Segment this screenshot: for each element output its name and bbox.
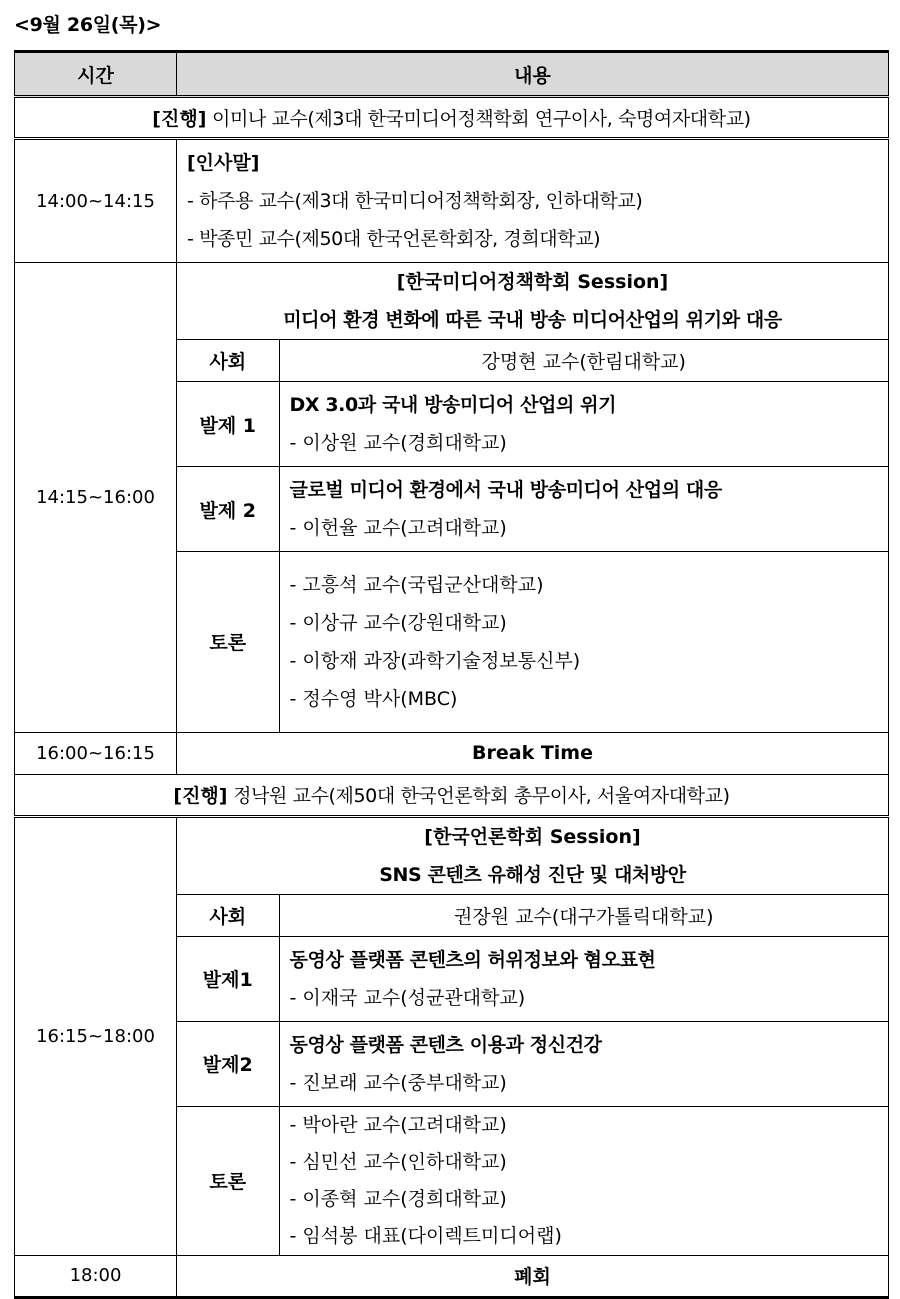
break-label: Break Time [177,732,889,774]
greeting-title: [인사말] [187,152,260,174]
session-1-discussants [279,552,888,732]
break-row [15,732,889,774]
greeting-row [15,139,889,263]
session-2-discussants [279,1106,888,1255]
session-1-subtitle: 미디어 환경 변화에 따른 국내 방송 미디어산업의 위기와 대응 [283,309,782,331]
session-1-presentation-2 [279,467,888,552]
session-2-presentation-1 [279,936,888,1021]
session-2-discussant: - 박아란 교수(고려대학교) [289,1113,507,1136]
session-2-p1-title: 동영상 플랫폼 콘텐츠의 허위정보와 혐오표현 [289,948,656,971]
greeting-line-1: - 하주용 교수(제3대 한국미디어정책학회장, 인하대학교) [187,190,643,212]
session-1-p2-title: 글로벌 미디어 환경에서 국내 방송미디어 산업의 대응 [289,479,722,501]
host-2-label: [진행] [173,785,228,807]
header-content: 내용 [177,52,889,97]
session-2-discussant: - 심민선 교수(인하대학교) [289,1150,507,1173]
session-2-presentation-2-label: 발제2 [177,1021,279,1106]
host-1-label: [진행] [152,108,207,130]
host-row-2 [15,774,889,816]
closing-row [15,1255,889,1297]
session-1-table [177,263,888,732]
session-2-time: 16:15~18:00 [15,816,177,1255]
date-title: <9월 26일(목)> [14,14,162,36]
session-2-subtitle: SNS 콘텐츠 유해성 진단 및 대처방안 [379,863,686,886]
session-1-moderator-label: 사회 [177,340,279,382]
table-header-row [15,52,889,97]
session-1-heading [177,263,888,340]
header-time: 시간 [15,52,177,97]
session-1-p1-presenter: - 이상원 교수(경희대학교) [289,432,507,454]
session-2-presentation-2 [279,1021,888,1106]
session-1-discussion-label: 토론 [177,552,279,732]
session-2-presentation-1-label: 발제1 [177,936,279,1021]
schedule-table [14,50,889,1299]
closing-label: 폐회 [177,1255,889,1297]
session-2-moderator-label: 사회 [177,894,279,936]
session-1-discussant: - 이상규 교수(강원대학교) [289,611,507,634]
session-1-row [15,263,889,733]
session-1-p1-title: DX 3.0과 국내 방송미디어 산업의 위기 [289,394,617,416]
host-2 [15,774,889,816]
break-time: 16:00~16:15 [15,732,177,774]
session-2-table [177,818,888,1255]
session-1-content [177,263,889,733]
session-1-discussant: - 정수영 박사(MBC) [289,687,458,710]
session-2-discussion-label: 토론 [177,1106,279,1255]
session-2-p1-presenter: - 이재국 교수(성균관대학교) [289,986,526,1009]
host-1-text: 이미나 교수(제3대 한국미디어정책학회 연구이사, 숙명여자대학교) [206,108,751,130]
session-2-heading [177,818,888,895]
session-1-presentation-1 [279,382,888,467]
session-1-time: 14:15~16:00 [15,263,177,733]
host-1 [15,97,889,139]
session-1-discussant: - 고흥석 교수(국립군산대학교) [289,573,544,596]
host-row-1 [15,97,889,139]
session-2-p2-title: 동영상 플랫폼 콘텐츠 이용과 정신건강 [289,1033,602,1056]
session-2-discussant: - 이종혁 교수(경희대학교) [289,1187,507,1210]
session-2-discussant: - 임석봉 대표(다이렉트미디어랩) [289,1224,562,1247]
greeting-content [177,139,889,263]
host-2-text: 정낙원 교수(제50대 한국언론학회 총무이사, 서울여자대학교) [227,785,730,807]
session-1-presentation-1-label: 발제 1 [177,382,279,467]
session-2-row [15,816,889,1255]
session-2-content [177,816,889,1255]
session-2-p2-presenter: - 진보래 교수(중부대학교) [289,1071,507,1094]
session-1-title: [한국미디어정책학회 Session] [396,271,669,293]
session-1-moderator: 강명현 교수(한림대학교) [279,340,888,382]
session-1-presentation-2-label: 발제 2 [177,467,279,552]
session-1-p2-presenter: - 이헌율 교수(고려대학교) [289,517,507,539]
session-2-moderator: 권장원 교수(대구가톨릭대학교) [279,894,888,936]
session-2-title: [한국언론학회 Session] [424,825,641,848]
greeting-time: 14:00~14:15 [15,139,177,263]
closing-time: 18:00 [15,1255,177,1297]
session-1-discussant: - 이항재 과장(과학기술정보통신부) [289,649,581,672]
greeting-line-2: - 박종민 교수(제50대 한국언론학회장, 경희대학교) [187,228,601,250]
